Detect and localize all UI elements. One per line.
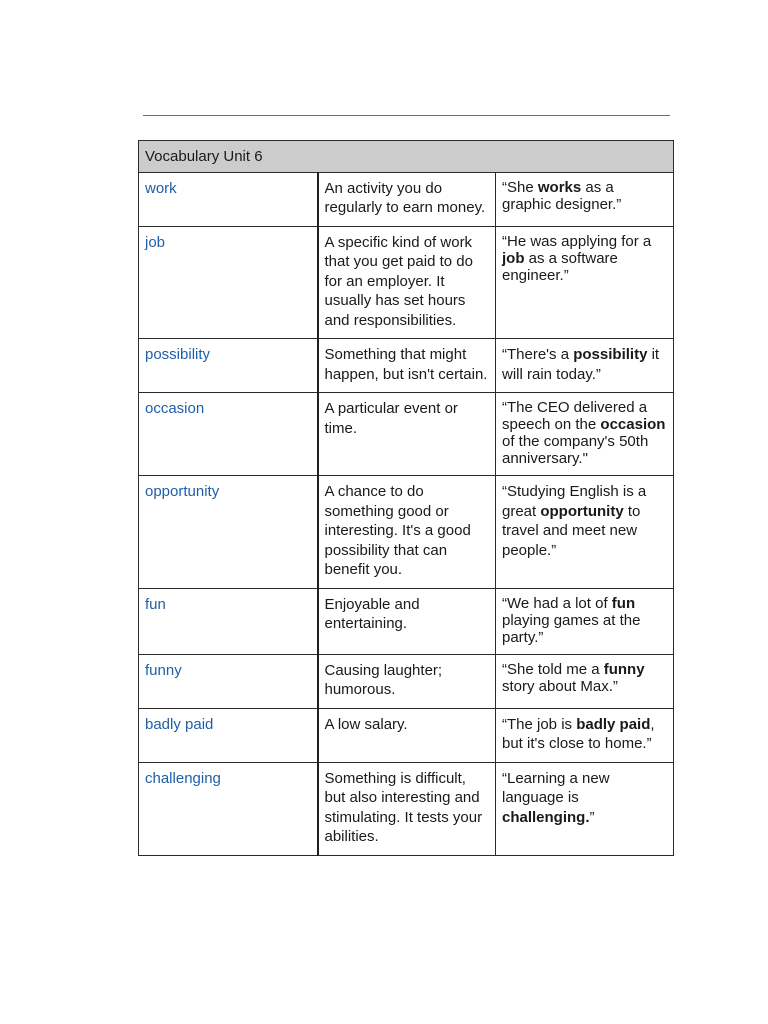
vocab-example (496, 588, 674, 654)
table-header-row (139, 141, 674, 173)
vocab-example (496, 708, 674, 762)
vocab-word: funny (139, 654, 318, 708)
table-row (139, 762, 674, 855)
vocab-example (496, 393, 674, 476)
example-keyword: works (537, 178, 582, 196)
example-text: ” (589, 808, 595, 826)
example-text: to travel and meet new people.” (502, 502, 641, 559)
vocab-example (496, 476, 674, 589)
example-keyword: funny (603, 660, 645, 678)
example-text: “There's a (502, 346, 574, 363)
example-text: “Learning a new language is (502, 769, 610, 806)
table-row (139, 708, 674, 762)
vocab-definition: Enjoyable and entertaining. (318, 588, 496, 654)
table-row (139, 588, 674, 654)
example-text: playing games at the party.” (502, 611, 641, 646)
vocab-word: fun (139, 588, 318, 654)
table-row (139, 339, 674, 393)
vocab-word: possibility (139, 339, 318, 393)
table-row (139, 226, 674, 339)
example-text: it will rain today.” (502, 346, 660, 383)
top-divider (143, 115, 670, 116)
table-row (139, 654, 674, 708)
example-text: “She (502, 178, 538, 196)
example-keyword: fun (611, 594, 636, 612)
vocab-word: work (139, 172, 318, 226)
example-text: “We had a lot of (502, 594, 612, 612)
vocab-example (496, 339, 674, 393)
vocab-definition: Something is difficult, but also interesting and stimulating. It tests your abilities. (318, 762, 496, 855)
table-row (139, 172, 674, 226)
vocab-definition: Causing laughter; humorous. (318, 654, 496, 708)
vocab-example (496, 762, 674, 855)
vocab-word: opportunity (139, 476, 318, 589)
example-text: “He was applying for a (502, 232, 652, 250)
example-text: of the company's 50th anniversary." (502, 433, 649, 467)
example-text: story about Max.” (502, 677, 618, 695)
vocab-word: challenging (139, 762, 318, 855)
example-text: “She told me a (502, 660, 604, 678)
vocab-definition: A specific kind of work that you get paid to do for an employer. It usually has set hours and responsibilities. (318, 226, 496, 339)
example-keyword: challenging. (502, 808, 590, 826)
vocabulary-table (138, 140, 674, 856)
vocab-definition: A low salary. (318, 708, 496, 762)
example-text: “The CEO delivered a speech on the (502, 399, 648, 433)
vocab-definition: A chance to do something good or interesting. It's a good possibility that can benefit you. (318, 476, 496, 589)
table-row (139, 393, 674, 476)
example-keyword: possibility (573, 346, 648, 363)
vocab-word: job (139, 226, 318, 339)
example-text: “The job is (502, 715, 577, 733)
example-keyword: opportunity (540, 502, 624, 520)
example-keyword: badly paid (576, 715, 651, 733)
example-text: as a software engineer.” (502, 249, 618, 284)
vocab-example (496, 172, 674, 226)
example-text: “Studying English is a great (502, 483, 647, 520)
vocab-word: badly paid (139, 708, 318, 762)
table-title: Vocabulary Unit 6 (139, 141, 674, 173)
vocab-definition: An activity you do regularly to earn money. (318, 172, 496, 226)
vocab-example (496, 226, 674, 339)
vocab-definition: Something that might happen, but isn't certain. (318, 339, 496, 393)
vocab-definition: A particular event or time. (318, 393, 496, 476)
example-keyword: occasion (600, 416, 666, 433)
example-text: as a graphic designer.” (502, 178, 622, 213)
table-row (139, 476, 674, 589)
vocab-example (496, 654, 674, 708)
example-text: , but it's close to home.” (502, 715, 655, 752)
example-keyword: job (502, 249, 525, 267)
vocab-word: occasion (139, 393, 318, 476)
